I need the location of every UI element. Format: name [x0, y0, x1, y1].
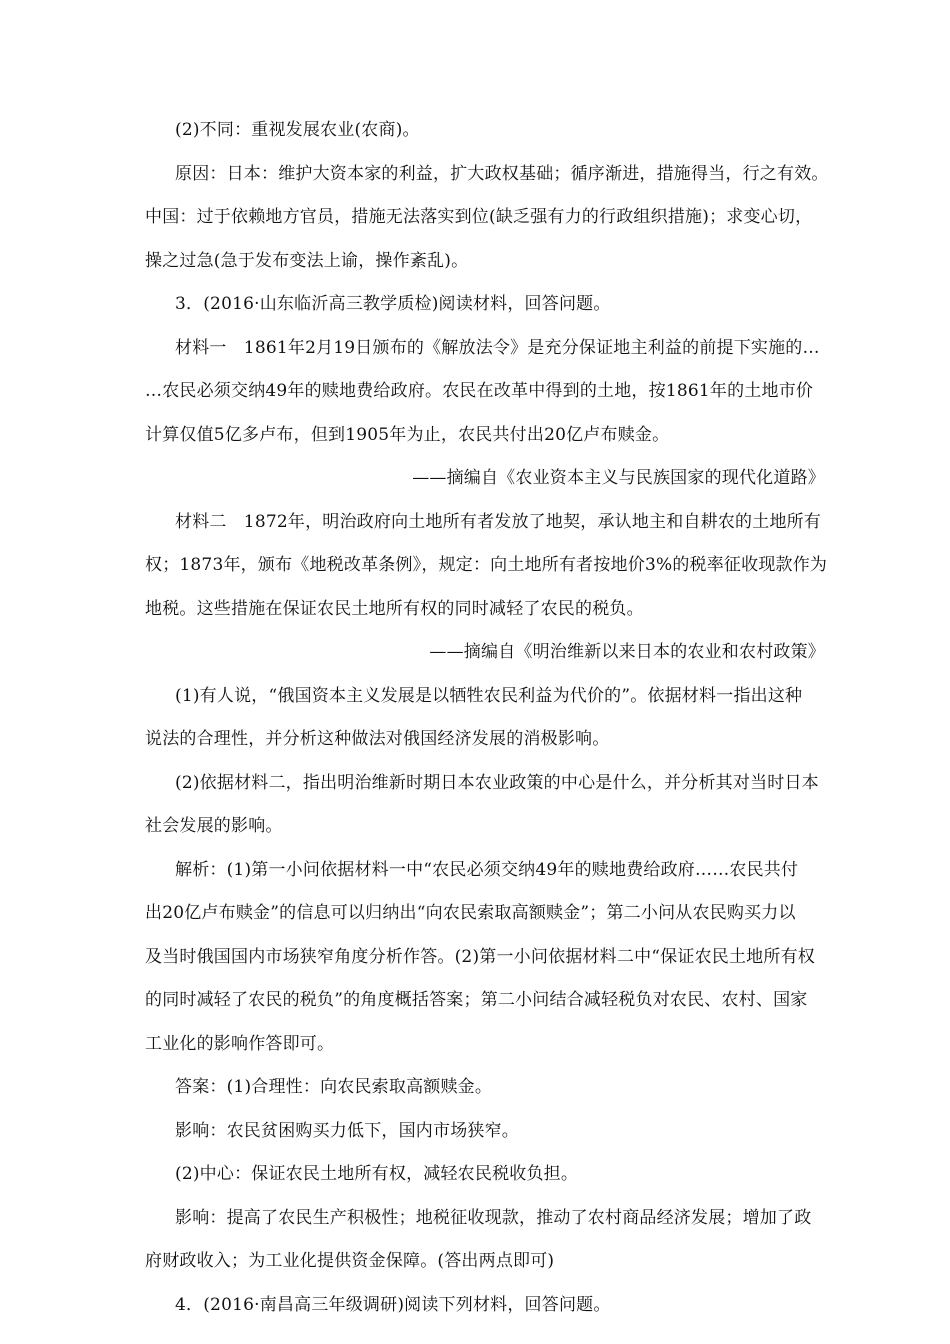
analysis-text: 解析：(1)第一小问依据材料一中“农民必须交纳49年的赎地费给政府……农民共付: [175, 860, 799, 880]
question-3-part2: (2)依据材料二，指出明治维新时期日本农业政策的中心是什么，并分析其对当时日本: [175, 773, 819, 793]
material-1-text-cont: …农民必须交纳49年的赎地费给政府。农民在改革中得到的土地，按1861年的土地市价: [145, 381, 814, 401]
question-3-part1-cont: 说法的合理性，并分析这种做法对俄国经济发展的消极影响。: [145, 729, 610, 749]
answer-part2-difference: (2)不同：重视发展农业(农商)。: [175, 120, 420, 140]
analysis-text-cont: 出20亿卢布赎金”的信息可以归纳出“向农民索取高额赎金”；第二小问从农民购买力以: [145, 903, 796, 923]
analysis-text-cont3: 的同时减轻了农民的税负”的角度概括答案；第二小问结合减轻税负对农民、农村、国家: [145, 990, 808, 1010]
question-4-heading: 4．(2016·南昌高三年级调研)阅读下列材料，回答问题。: [175, 1295, 611, 1315]
answer-part1-impact: 影响：农民贫困购买力低下，国内市场狭窄。: [175, 1121, 519, 1141]
material-2-text-cont2: 地税。这些措施在保证农民土地所有权的同时减轻了农民的税负。: [145, 599, 644, 619]
question-3-part1: (1)有人说，“俄国资本主义发展是以牺牲农民利益为代价的”。依据材料一指出这种: [175, 686, 803, 706]
material-2-text: 材料二 1872年，明治政府向土地所有者发放了地契，承认地主和自耕农的土地所有: [175, 512, 822, 532]
question-3-part2-cont: 社会发展的影响。: [145, 816, 283, 836]
question-3-heading: 3．(2016·山东临沂高三教学质检)阅读材料，回答问题。: [175, 294, 611, 314]
material-2-source: ——摘编自《明治维新以来日本的农业和农村政策》: [429, 642, 825, 662]
answer-part2-impact: 影响：提高了农民生产积极性；地税征收现款，推动了农村商品经济发展；增加了政: [175, 1208, 812, 1228]
answer-part1-rationality: 答案：(1)合理性：向农民索取高额赎金。: [175, 1077, 493, 1097]
answer-reason-china: 中国：过于依赖地方官员，措施无法落实到位(缺乏强有力的行政组织措施)；求变心切，: [145, 207, 813, 227]
answer-reason-japan: 原因：日本：维护大资本家的利益，扩大政权基础；循序渐进，措施得当，行之有效。: [175, 164, 829, 184]
answer-part2-center: (2)中心：保证农民土地所有权，减轻农民税收负担。: [175, 1164, 579, 1184]
material-1-source: ——摘编自《农业资本主义与民族国家的现代化道路》: [412, 468, 825, 488]
analysis-text-cont2: 及当时俄国国内市场狭窄角度分析作答。(2)第一小问依据材料二中“保证农民土地所有权: [145, 947, 815, 967]
answer-reason-china-cont: 操之过急(急于发布变法上谕，操作紊乱)。: [145, 251, 469, 271]
material-1-text-cont2: 计算仅值5亿多卢布，但到1905年为止，农民共付出20亿卢布赎金。: [145, 425, 670, 445]
material-2-text-cont: 权；1873年，颁布《地税改革条例》，规定：向土地所有者按地价3%的税率征收现款作为: [145, 555, 828, 575]
answer-part2-impact-cont: 府财政收入；为工业化提供资金保障。(答出两点即可): [145, 1251, 555, 1271]
material-1-text: 材料一 1861年2月19日颁布的《解放法令》是充分保证地主利益的前提下实施的…: [175, 338, 820, 358]
analysis-text-cont4: 工业化的影响作答即可。: [145, 1034, 335, 1054]
